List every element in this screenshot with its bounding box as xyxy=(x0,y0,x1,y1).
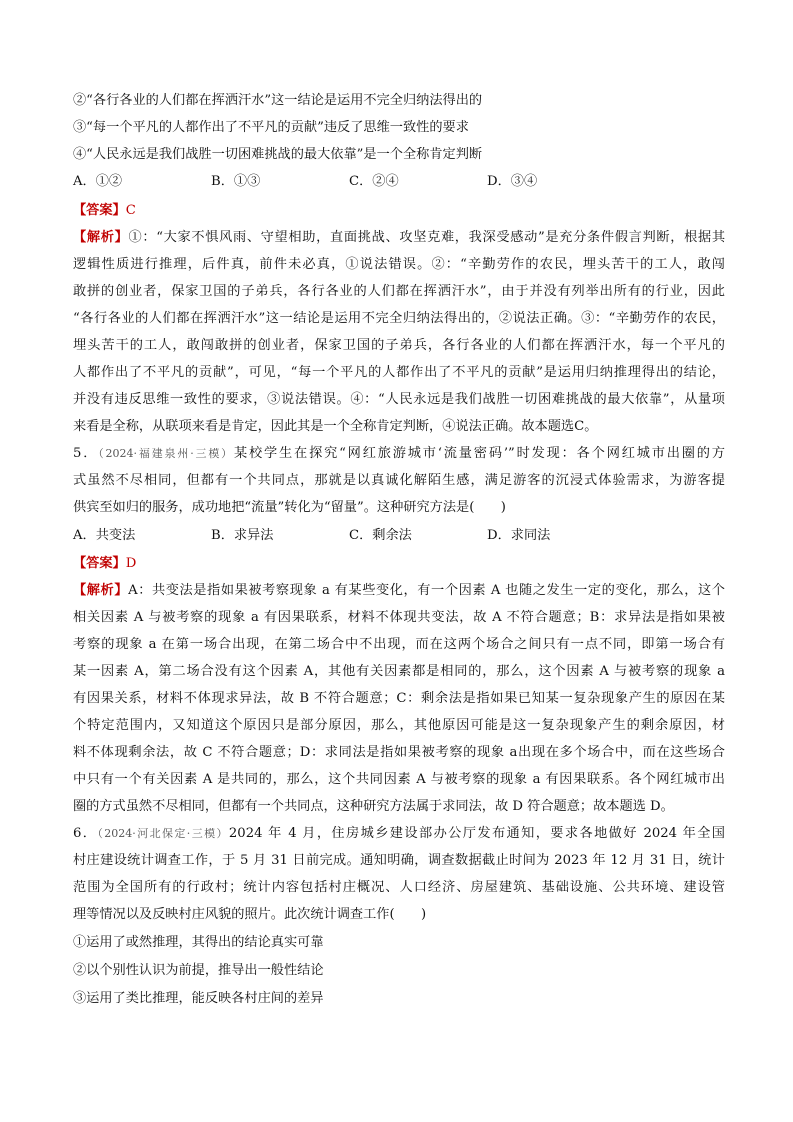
analysis-text: 逻辑性质进行推理，后件真，前件未必真，①说法错误。②：“辛勤劳作的农民，埋头苦干的工人，敢闯 xyxy=(73,257,725,272)
analysis-text: 敢拼的创业者，保家卫国的子弟兵，各行各业的人们都在挥洒汗水”，由于并没有列举出所有的行业，因此 xyxy=(73,284,725,299)
q5-stem-line xyxy=(73,445,725,463)
q4-analysis-line: 来看是全称，从联项来看是肯定，因此其是一个全称肯定判断，④说法正确。故本题选C。 xyxy=(73,419,598,434)
analysis-text: ①：“大家不惧风雨、守望相助，直面挑战、攻坚克难，我深受感动”是充分条件假言判断，根据其 xyxy=(128,230,726,245)
q5-stem-line xyxy=(73,472,725,490)
q5-option-c: C．剩余法 xyxy=(349,528,412,543)
question-source: （2024·河北保定·三模） xyxy=(97,827,229,840)
stem-text: 某校学生在探究“网红旅游城市‘流量密码’”时发现：各个网红城市出圈的方 xyxy=(234,446,725,461)
q5-analysis-line xyxy=(73,663,725,681)
q6-statement-3: ③运用了类比推理，能反映各村庄间的差异 xyxy=(73,991,324,1006)
analysis-text: A：共变法是指如果被考察现象 a 有某些变化，有一个因素 A 也随之发生一定的变化，那么，这个 xyxy=(128,583,725,598)
analysis-text: 并没有违反思维一致性的要求，③说法错误。④：“人民永远是我们战胜一切困难挑战的最大依靠”，从量项 xyxy=(73,392,725,407)
analysis-text: 中只有一个有关因素 A 是共同的，那么，这个共同因素 A 与被考察的现象 a 有因果联系。各个网红城市出 xyxy=(73,772,725,787)
q4-analysis-line xyxy=(73,310,725,328)
q5-analysis-line xyxy=(73,717,725,735)
q5-analysis-line xyxy=(73,690,725,708)
analysis-text: 个特定范围内，又知道这个原因只是部分原因，那么，其他原因可能是这一复杂现象产生的剩余原因，材 xyxy=(73,718,725,733)
analysis-text: 埋头苦干的工人，敢闯敢拼的创业者，保家卫国的子弟兵，各行各业的人们都在挥洒汗水，每一个平凡的 xyxy=(73,338,725,353)
q5-option-a: A．共变法 xyxy=(73,528,136,543)
q6-statement-1: ①运用了或然推理，其得出的结论真实可靠 xyxy=(73,935,324,950)
q4-statement-4: ④“人民永远是我们战胜一切困难挑战的最大依靠”是一个全称肯定判断 xyxy=(73,147,483,162)
q4-statement-2: ②“各行各业的人们都在挥洒汗水”这一结论是运用不完全归纳法得出的 xyxy=(73,93,483,108)
question-number: 6． xyxy=(73,826,98,841)
q5-stem-line: 供宾至如归的服务，成功地把“流量”转化为“留量”。这种研究方法是( ) xyxy=(73,500,506,515)
stem-text: 范围为全国所有的行政村；统计内容包括村庄概况、人口经济、房屋建筑、基础设施、公共环境、建设管 xyxy=(73,880,725,895)
q5-analysis-line xyxy=(73,771,725,789)
q4-option-c: C．②④ xyxy=(349,174,399,189)
q6-stem-line: 理等情况以及反映村庄风貌的照片。此次统计调查工作( ) xyxy=(73,907,427,922)
analysis-tag: 【解析】 xyxy=(73,230,129,245)
answer-tag: 【答案】 xyxy=(73,203,126,218)
stem-text: 式虽然不尽相同，但都有一个共同点，那就是以真诚化解陌生感，满足游客的沉浸式体验需求，为游客提 xyxy=(73,473,725,488)
q4-option-a: A．①② xyxy=(73,174,123,189)
q4-analysis-line xyxy=(73,229,725,247)
q5-option-d: D．求同法 xyxy=(487,528,551,543)
analysis-text: “各行各业的人们都在挥洒汗水”这一结论是运用不完全归纳法得出的，②说法正确。③：“辛勤劳作的农民， xyxy=(73,311,725,326)
q4-analysis-line xyxy=(73,391,725,409)
analysis-text: 考察的现象 a 在第一场合出现，在第二场合中不出现，而在这两个场合之间只有一点不同，即第一场合有 xyxy=(73,637,725,652)
analysis-text: 相关因素 A 与被考察的现象 a 有因果联系，材料不体现共变法，故 A 不符合题意；B：求异法是指如果被 xyxy=(73,610,725,625)
q6-statement-2: ②以个别性认识为前提，推导出一般性结论 xyxy=(73,963,324,978)
q6-stem-line xyxy=(73,879,725,897)
q5-options xyxy=(73,527,625,545)
answer-tag: 【答案】 xyxy=(73,556,126,571)
analysis-text: 人都作出了不平凡的贡献”，可见，“每一个平凡的人都作出了不平凡的贡献”是运用归纳推理得出的结论， xyxy=(73,365,725,380)
analysis-text: 有因果关系，材料不体现求异法，故 B 不符合题意；C：剩余法是指如果已知某一复杂现象产生的原因在某 xyxy=(73,691,725,706)
answer-value: D xyxy=(125,556,137,571)
q4-analysis-line xyxy=(73,364,725,382)
q4-options xyxy=(73,173,625,191)
stem-text: 村庄建设统计调查工作，于 5 月 31 日前完成。通知明确，调查数据截止时间为 2023 年 12 月 31 日，统计 xyxy=(73,853,725,868)
q4-statement-3: ③“每一个平凡的人都作出了不平凡的贡献”违反了思维一致性的要求 xyxy=(73,120,469,135)
analysis-text: 某一因素 A，第二场合没有这个因素 A，其他有关因素都是相同的，那么，这个因素 A 与被考察的现象 a xyxy=(73,664,725,679)
stem-text: 2024 年 4 月，住房城乡建设部办公厅发布通知，要求各地做好 2024 年全国 xyxy=(228,826,725,841)
q5-option-b: B．求异法 xyxy=(211,528,274,543)
q5-analysis-line xyxy=(73,609,725,627)
q4-analysis-line xyxy=(73,337,725,355)
answer-value: C xyxy=(125,203,136,218)
q4-option-b: B．①③ xyxy=(211,174,261,189)
question-source: （2024·福建泉州·三模） xyxy=(98,447,234,460)
q4-analysis-line xyxy=(73,283,725,301)
q4-answer xyxy=(73,202,136,220)
q6-stem-line xyxy=(73,852,725,870)
question-number: 5． xyxy=(73,446,99,461)
q6-stem-line xyxy=(73,825,725,843)
q4-analysis-line xyxy=(73,256,725,274)
q5-answer xyxy=(73,555,136,573)
analysis-tag: 【解析】 xyxy=(73,583,129,598)
analysis-text: 料不体现剩余法，故 C 不符合题意；D：求同法是指如果被考察的现象 a出现在多个场合中，而在这些场合 xyxy=(73,745,725,760)
q5-analysis-line xyxy=(73,744,725,762)
q5-analysis-line xyxy=(73,636,725,654)
q5-analysis-line: 圈的方式虽然不尽相同，但都有一个共同点，这种研究方法属于求同法，故 D 符合题意；故本题选 D。 xyxy=(73,799,674,814)
q4-option-d: D．③④ xyxy=(487,174,538,189)
q5-analysis-line xyxy=(73,582,725,600)
